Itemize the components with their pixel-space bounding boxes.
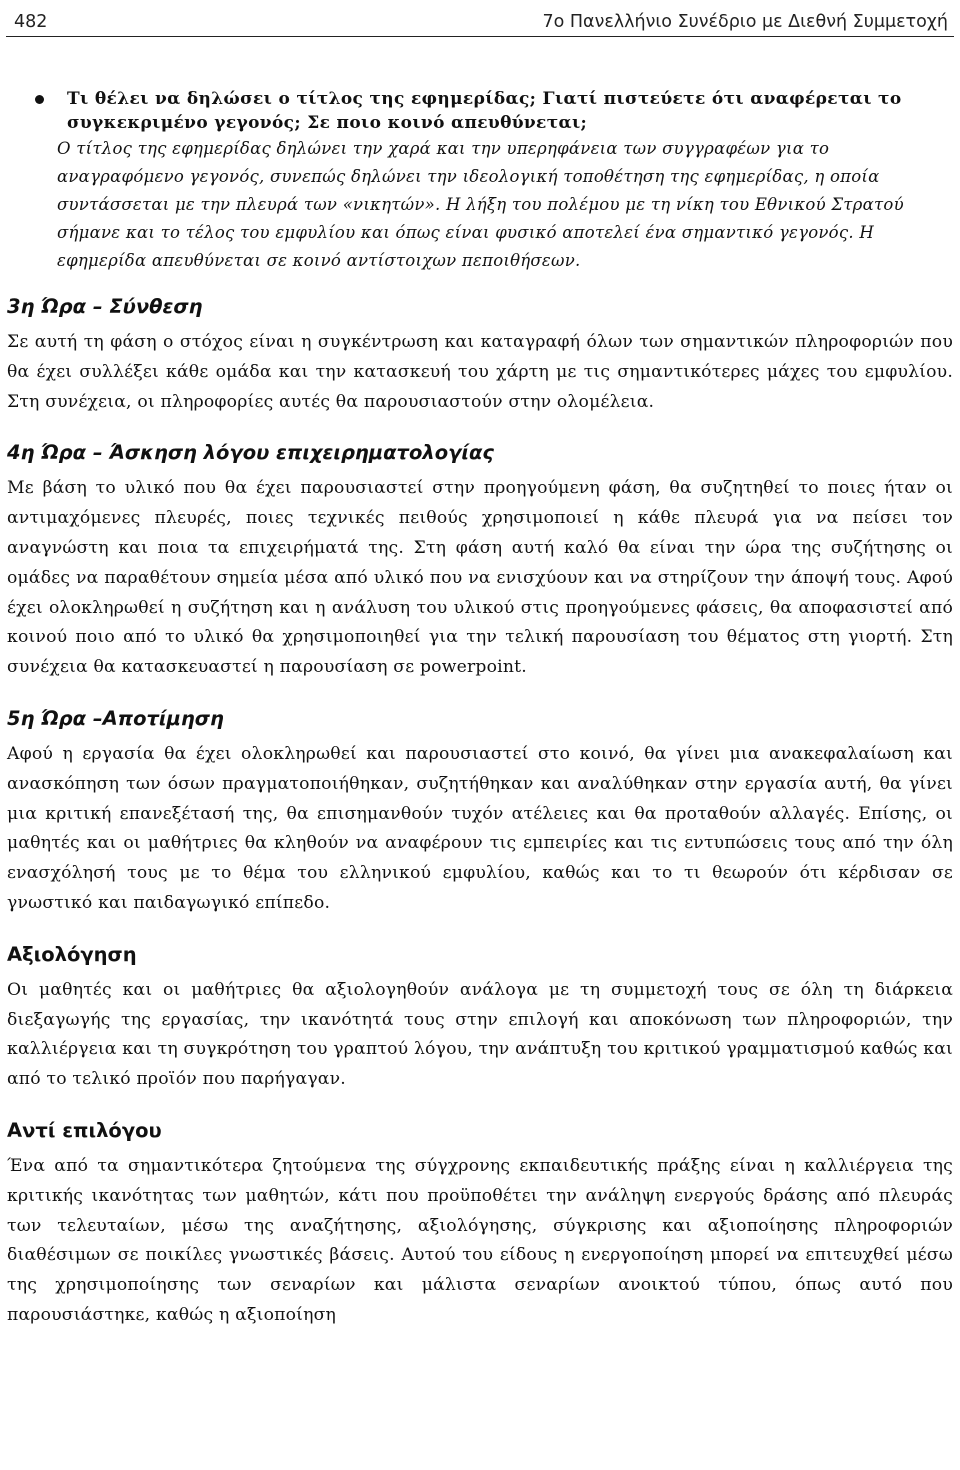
section-epilogue: [7, 1119, 953, 1331]
section-hour4: [7, 441, 953, 683]
section-paragraph: Ένα από τα σημαντικότερα ζητούμενα της σύγχρονης εκπαιδευτικής πράξης είναι η καλλιέργεια της κριτικής ικανότητας των μαθητών, κάτι που προϋποθέτει την ανάληψη ενεργούς δράσης από πλευράς των τελευταίων, μέσω της αναζήτησης, αξιολόγησης, σύγκρισης και αξιοποίησης πληροφοριών διαθέσιμων σε ποικίλες γνωστικές βάσεις. Αυτού του είδους η ενεργοποίηση μπορεί να επιτευχθεί μέσω της χρησιμοποίησης των σεναρίων και μάλιστα σεναρίων ανοικτού τύπου, όπως αυτό που παρουσιάστηκε, καθώς η αξιοποίηση: [7, 1155, 953, 1325]
conference-title: 7ο Πανελλήνιο Συνέδριο με Διεθνή Συμμετοχή: [542, 12, 948, 32]
section-paragraph: Με βάση το υλικό που θα έχει παρουσιαστεί στην προηγούμενη φάση, θα συζητηθεί το ποιες ήταν οι αντιμαχόμενες πλευρές, ποιες τεχνικές πειθούς χρησιμοποιεί η κάθε πλευρά για να πείσει τον αναγνώστη και ποια τα επιχειρήματά της. Στη φάση αυτή καλό θα είναι την ώρα της συζήτησης οι ομάδες να παραθέτουν σημεία μέσα από υλικό που να ενισχύουν και να στηρίζουν την άποψή τους. Αφού έχει ολοκληρωθεί η συζήτηση και η ανάλυση του υλικού στις προηγούμενες φάσεις, θα αποφασιστεί από κοινού ποιο από το υλικό θα χρησιμοποιηθεί για την τελική παρουσίαση του θέματος στη γιορτή. Στη συνέχεια θα κατασκευαστεί η παρουσίαση σε powerpoint.: [7, 478, 953, 678]
section-heading: Αξιολόγηση: [7, 942, 137, 966]
section-paragraph: Σε αυτή τη φάση ο στόχος είναι η συγκέντρωση και καταγραφή όλων των σημαντικών πληροφοριών που θα έχει συλλέξει κάθε ομάδα και την κατασκευή του χάρτη με τις σημαντικότερες μάχες του εμφυλίου. Στη συνέχεια, οι πληροφορίες αυτές θα παρουσιαστούν στην ολομέλεια.: [7, 332, 953, 412]
bullet-item: [7, 87, 953, 275]
section-evaluation: [7, 943, 953, 1095]
section-paragraph: Οι μαθητές και οι μαθήτριες θα αξιολογηθούν ανάλογα με τη συμμετοχή τους σε όλη τη διάρκεια διεξαγωγής της εργασίας, την ικανότητά τους στην επιλογή και αποκόνωση των πληροφοριών, την καλλιέργεια και τη συγκρότηση του γραπτού λόγου, την ανάπτυξη του κριτικού γραμματισμού καθώς και από το τελικό προϊόν που παρήγαγαν.: [7, 979, 953, 1090]
page-number: 482: [14, 12, 48, 32]
section-paragraph: Αφού η εργασία θα έχει ολοκληρωθεί και παρουσιαστεί στο κοινό, θα γίνει μια ανακεφαλαίωση και ανασκόπηση των όσων πραγματοποιήθηκαν, συζητήθηκαν και αναλύθηκαν στην εργασία αυτή, θα γίνει μια κριτική επανεξέτασή της, θα επισημανθούν τυχόν ατέλειες και θα προταθούν αλλαγές. Επίσης, οι μαθητές και οι μαθήτριες θα κληθούν να αναφέρουν τις εμπειρίες και τις εντυπώσεις τους από την όλη ενασχόλησή τους με το θέμα του ελληνικού εμφυλίου, καθώς και το τι θεωρούν ότι κέρδισαν σε γνωστικό και παιδαγωγικό επίπεδο.: [7, 743, 953, 913]
section-heading: 5η Ώρα –Αποτίμηση: [7, 706, 224, 730]
page-header: [6, 0, 954, 37]
section-hour5: [7, 707, 953, 919]
section-hour3: [7, 295, 953, 417]
bullet-question: Τι θέλει να δηλώσει ο τίτλος της εφημερίδας; Γιατί πιστεύετε ότι αναφέρεται το συγκεκριμένο γεγονός; Σε ποιο κοινό απευθύνεται;: [67, 89, 902, 133]
section-heading: 3η Ώρα – Σύνθεση: [7, 295, 203, 318]
bullet-icon: [35, 95, 44, 104]
section-heading: Αντί επιλόγου: [7, 1118, 162, 1142]
section-heading: 4η Ώρα – Άσκηση λόγου επιχειρηματολογίας: [7, 441, 494, 465]
bullet-answer: Ο τίτλος της εφημερίδας δηλώνει την χαρά και την υπερηφάνεια των συγγραφέων για το αναγραφόμενο γεγονός, συνεπώς δηλώνει την ιδεολογική τοποθέτηση της εφημερίδας, η οποία συντάσσεται με την πλευρά των «νικητών». Η λήξη του πολέμου με τη νίκη του Εθνικού Στρατού σήμανε και το τέλος του εμφυλίου και όπως είναι φυσικό αποτελεί ένα σημαντικό γεγονός. Η εφημερίδα απευθύνεται σε κοινό αντίστοιχων πεποιθήσεων.: [57, 139, 904, 270]
